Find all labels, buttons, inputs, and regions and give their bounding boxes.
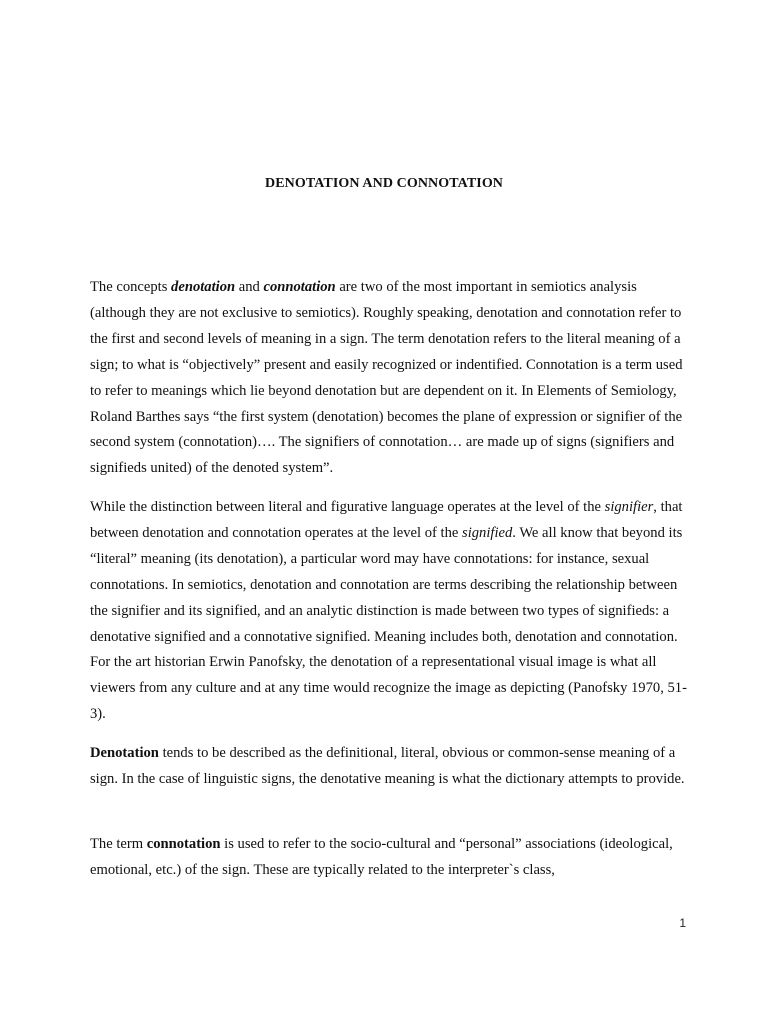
text-run: tends to be described as the definitional, literal, obvious or common-sense meaning of a sign. In the case of linguistic signs, the denotative meaning is what the dictionary attempts to provide. xyxy=(90,745,685,787)
term-signifier: signifier xyxy=(604,499,654,515)
text-run: The term xyxy=(90,836,147,852)
term-denotation: denotation xyxy=(171,279,236,295)
term-denotation-bold: Denotation xyxy=(90,745,159,761)
paragraph-text xyxy=(90,275,688,482)
text-run: is used to refer to the socio-cultural and “personal” associations (ideological, emotional, etc.) of the sign. These are typically related to the interpreter`s class, xyxy=(90,836,673,878)
page-number: 1 xyxy=(679,916,686,930)
text-run: . We all know that beyond its “literal” meaning (its denotation), a particular word may have connotations: for instance, sexual connotations. In semiotics, denotation and connotation are terms describing the relationship between the signifier and its signified, and an analytic distinction is made between two types of signifieds: a denotative signified and a connotative signified. Meaning includes both, denotation and connotation. For the art historian Erwin Panofsky, the denotation of a representational visual image is what all viewers from any culture and at any time would recognize the image as depicting (Panofsky 1970, 51-3). xyxy=(90,524,687,723)
term-connotation: connotation xyxy=(263,279,336,295)
text-run: While the distinction between literal and figurative language operates at the level of the xyxy=(90,499,605,515)
text-run: The concepts xyxy=(90,279,172,295)
document-title: DENOTATION AND CONNOTATION xyxy=(264,176,504,191)
paragraph-2 xyxy=(90,495,688,728)
paragraph-3 xyxy=(90,741,688,793)
text-run: , that between denotation and connotation operates at the level of the xyxy=(90,499,683,541)
paragraph-4 xyxy=(90,832,688,884)
term-connotation-bold: connotation xyxy=(146,836,221,852)
paragraph-text xyxy=(90,741,688,793)
paragraph-text xyxy=(90,495,688,728)
term-signified: signified xyxy=(462,524,513,541)
text-run: and xyxy=(235,279,264,295)
paragraph-1 xyxy=(90,275,688,482)
paragraph-text xyxy=(90,832,688,884)
text-run: are two of the most important in semiotics analysis (although they are not exclusive to semiotics). Roughly speaking, denotation and connotation refer to the first and second levels of meaning in a sign. The term denotation refers to the literal meaning of a sign; to what is “objectively” present and easily recognized or indentified. Connotation is a term used to refer to meanings which lie beyond denotation but are dependent on it. In Elements of Semiology, Roland Barthes says “the first system (denotation) becomes the plane of expression or signifier of the second system (connotation)…. The signifiers of connotation… are made up of signs (signifiers and signifieds united) of the denoted system”. xyxy=(90,279,683,477)
